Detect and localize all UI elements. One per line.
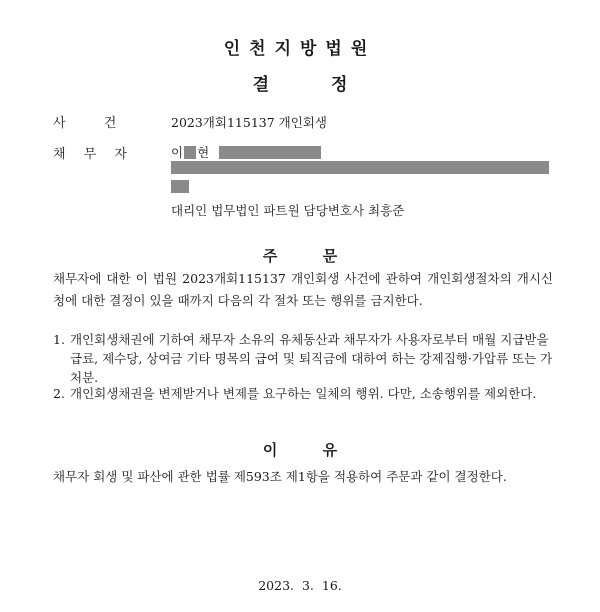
order-list — [53, 330, 553, 387]
list-item-text: 개인회생채권에 기하여 채무자 소유의 유체동산과 채무자가 사용자로부터 매월 지급받을 급료, 제수당, 상여금 기타 명목의 급여 및 퇴직금에 대하여 하는 강제집행·가압류 또는 가처분. — [70, 332, 553, 385]
list-item-number: 2. — [53, 386, 65, 401]
order-list — [53, 384, 553, 403]
order-heading: 주 문 — [262, 247, 338, 265]
debtor-name — [171, 143, 321, 161]
order-text: 채무자에 대한 이 법원 2023개회115137 개인회생 사건에 관하여 개인회생절차의 개시신청에 대한 결정이 있을 때까지 다음의 각 절차 또는 행위를 금지한다. — [53, 271, 553, 308]
debtor-name-last: 현 — [197, 145, 210, 160]
list-item — [53, 330, 553, 387]
list-item-text: 개인회생채권을 변제받거나 변제를 요구하는 일체의 행위. 다만, 소송행위를 제외한다. — [70, 386, 537, 401]
reason-text: 채무자 회생 및 파산에 관한 법률 제593조 제1항을 적용하여 주문과 같이 결정한다. — [53, 469, 507, 484]
reason-heading: 이 유 — [262, 441, 338, 459]
case-value: 2023개회115137 개인회생 — [171, 115, 327, 130]
debtor-representative: 대리인 법무법인 파트원 담당변호사 최흥준 — [171, 203, 405, 218]
debtor-label: 채 무 자 — [53, 147, 127, 162]
list-item — [53, 384, 553, 403]
decision-date: 2023. 3. 16. — [258, 578, 342, 593]
list-item-number: 1. — [53, 332, 65, 347]
document-title: 결 정 — [252, 75, 348, 95]
court-name: 인천지방법원 — [223, 39, 377, 59]
debtor-name-first: 이 — [171, 145, 184, 160]
redaction-box — [219, 146, 321, 159]
redaction-box — [184, 146, 196, 159]
case-label: 사 건 — [53, 116, 117, 131]
redacted-address-line — [171, 180, 189, 193]
redacted-address-line — [171, 161, 549, 174]
